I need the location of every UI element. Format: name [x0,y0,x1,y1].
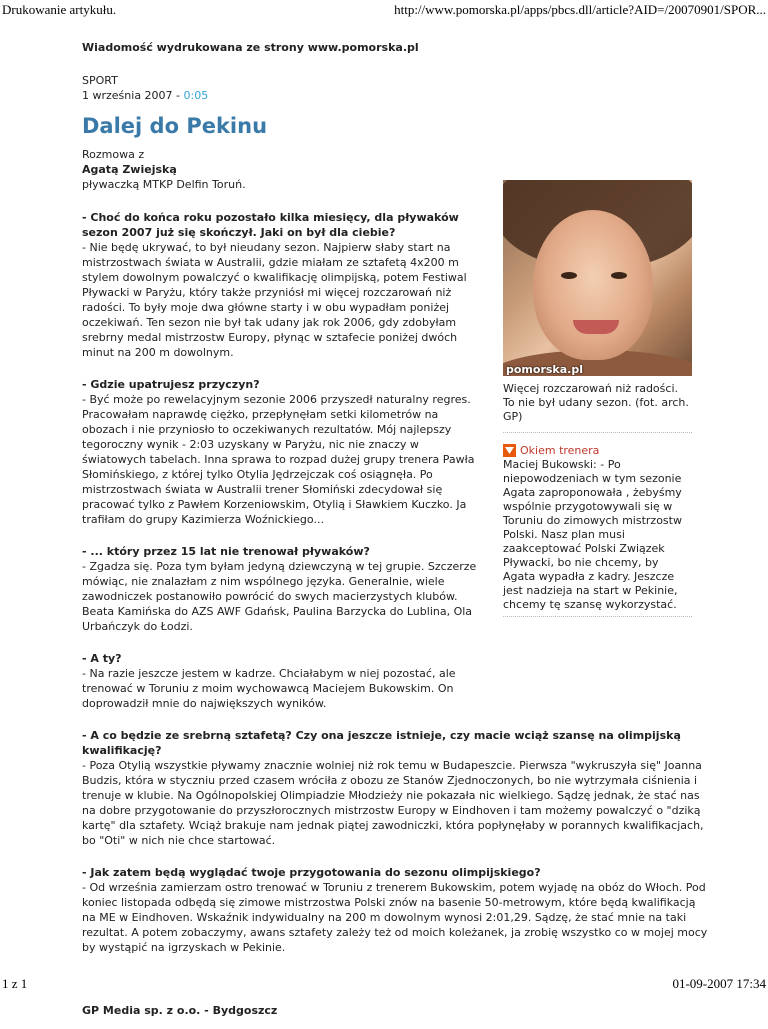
question: - ... który przez 15 lat nie trenował pływaków? [82,545,370,558]
print-timestamp: 01-09-2007 17:34 [672,976,766,991]
intro-description: pływaczką MTKP Delfin Toruń. [82,178,246,191]
page-number: 1 z 1 [2,976,28,991]
section-label: SPORT [82,74,118,87]
coach-quote: Maciej Bukowski: - Po niepowodzeniach w tym sezonie Agata zaproponowała , żebyśmy wspólnie przygotowywali się w Toruniu do zimowych mistrzostw Polski. Nasz plan musi zaakceptować Polski Związek Pływacki, bo nie chcemy, by Agata wypadła z kadry. Jeszcze jest nadzieja na start w Pekinie, chcemy tę szansę wykorzystać. [503,458,682,611]
qa-block [82,728,712,848]
print-title: Drukowanie artykułu. [2,2,117,17]
question: - Gdzie upatrujesz przyczyn? [82,378,260,391]
qa-block [82,377,482,527]
question: - Choć do końca roku pozostało kilka miesięcy, dla pływaków sezon 2007 już się skończył. Jaki on był dla ciebie? [82,211,459,239]
print-header [0,2,768,18]
answer: - Poza Otylią wszystkie pływamy znacznie wolniej niż rok temu w Budapeszcie. Pierwsza "wykruszyła się" Joanna Budzis, która w styczniu przed czasem wróciła z obozu ze Stanów Zjednoczonych, bo nie wytrzymała ciśnienia i trenuje w klubie. Na Ogólnopolskiej Olimpiadzie Młodzieży nie pokazała nic wielkiego. Sądzę jednak, że stać nas na dobre przygotowanie do przyszłorocznych mistrzostw Europy w Eindhoven i tam możemy powalczyć o "dziką kartę" dla sztafety. Wciąż brakuje nam jednak piątej zawodniczki, która popłynęłaby w porannych kwalifikacjach, bo "Oti" w nich nie chce startować. [82,759,704,847]
qa-block [82,544,482,634]
coach-box-label: Okiem trenera [520,444,600,457]
answer: - Być może po rewelacyjnym sezonie 2006 przyszedł naturalny regres. Pracowałam naprawdę ciężko, przepłynęłam setki kilometrów na obozach i nie przyniosło to oczekiwanych rezultatów. Mój najlepszy tegoroczny wynik - 2:03 uzyskany w Paryżu, nic nie znaczy w światowych tabelach. Inna sprawa to rozpad dużej grupy trenera Pawła Słomińskiego, z której tylko Otylia Jędrzejczak coś osiągnęła. Po mistrzostwach świata w Australii trener Słomiński zdecydował się pracować tylko z Pawłem Korzeniowskim, Otylią i Sławkiem Kuczko. Ja trafiłam do grupy Kazimierza Woźnickiego... [82,393,475,526]
photo-watermark: pomorska.pl [506,363,583,376]
answer: - Od września zamierzam ostro trenować w Toruniu z trenerem Bukowskim, potem wyjadę na obóz do Włoch. Pod koniec listopada odbędą się zimowe mistrzostwa Polski znów na basenie 50-metrowym, które będą kwalifikacją na ME w Eindhoven. Wskaźnik indywidualny na 200 m dowolnym wynosi 2:01,29. Sądzę, że stać mnie na taki rezultat. A potem zobaczymy, awans sztafety zależy też od moich koleżanek, ja zrobię wszystko co w mojej mocy by wystąpić na igrzyskach w Pekinie. [82,881,708,954]
date-line [82,88,712,103]
divider [503,616,692,617]
article-date: 1 września 2007 - [82,89,184,102]
answer: - Nie będę ukrywać, to był nieudany sezon. Najpierw słaby start na mistrzostwach świata w Australii, gdzie miałam ze sztafetą 4x200 m stylem dowolnym powalczyć o kwalifikację olimpijską, potem Festiwal Pływacki w Paryżu, który także przyniósł mi więcej rozczarowań niż radości. To były moje dwa główne starty i w obu wypadłam poniżej oczekiwań. Ten sezon nie był tak udany jak rok 2006, gdy zdobyłam srebrny medal mistrzostw Europy, płynąc w sztafecie poniżej dwóch minut na 200 m dowolnym. [82,241,467,359]
portrait-photo [503,180,692,376]
print-url: http://www.pomorska.pl/apps/pbcs.dll/article?AID=/20070901/SPOR... [394,2,766,17]
answer: - Na razie jeszcze jestem w kadrze. Chciałabym w niej pozostać, ale trenować w Toruniu z moim wychowawcą Maciejem Bukowskim. On doprowadził mnie do największych wyników. [82,667,456,710]
article-time: 0:05 [183,89,209,102]
question: - A co będzie ze srebrną sztafetą? Czy ona jeszcze istnieje, czy macie wciąż szansę na olimpijską kwalifikację? [82,729,681,757]
photo-caption: Więcej rozczarowań niż radości. To nie był udany sezon. (fot. arch. GP) [503,382,689,423]
question: - A ty? [82,652,122,665]
print-footer [0,976,768,992]
coach-box-title[interactable] [503,443,692,458]
qa-block [82,210,482,360]
print-notice: Wiadomość wydrukowana ze strony www.pomorska.pl [82,41,419,54]
article-page [82,40,712,1029]
publisher-name: GP Media sp. z o.o. - Bydgoszcz [82,1004,278,1017]
answer: - Zgadza się. Poza tym byłam jedyną dziewczyną w tej grupie. Szczerze mówiąc, nie znalazłam z nim wspólnego języka. Generalnie, wiele zawodniczek postanowiło powrócić do swych macierzystych klubów. Beata Kamińska do AZS AWF Gdańsk, Paulina Barzycka do Lublina, Ola Urbańczyk do Łodzi. [82,560,477,633]
headline: Dalej do Pekinu [82,114,268,138]
qa-block [82,865,712,955]
intro-line: Rozmowa z [82,148,145,161]
full-column [82,728,712,955]
sidebar [503,180,692,617]
qa-block [82,651,482,711]
interviewee-name: Agatą Zwiejską [82,163,177,176]
triangle-down-icon[interactable] [503,444,516,457]
divider [503,432,692,433]
question: - Jak zatem będą wyglądać twoje przygotowania do sezonu olimpijskiego? [82,866,541,879]
